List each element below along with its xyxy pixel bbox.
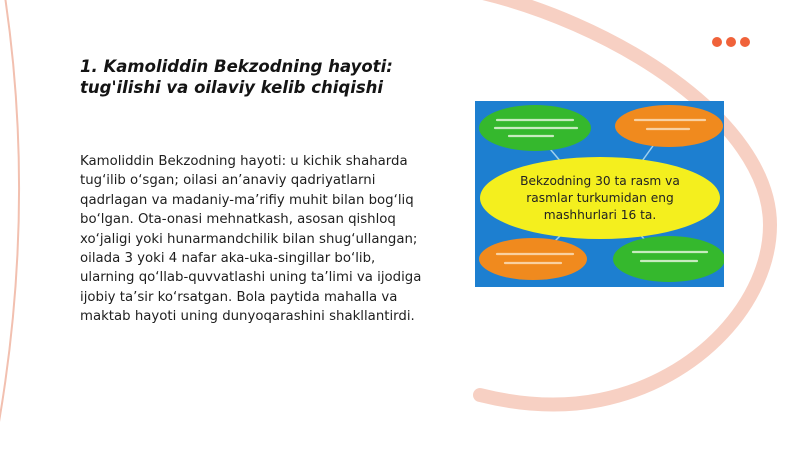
slide-body: Kamoliddin Bekzodning hayoti: u kichik shaharda tug‘ilib o‘sgan; oilasi an’anaviy qadriyatlarni qadrlagan va madaniy-ma’rifiy muhit bilan bog‘liq bo‘lgan. Ota-onasi mehnatkash, asosan qishloq xo‘jaligi yoki hunarmandchilik bilan shug‘ullangan; oilada 3 yoki 4 nafar aka-uka-singillar bo‘lib, ularning qo‘llab-quvvatlashi uning ta’limi va ijodiga ijobiy ta’sir ko‘rsatgan. Bola paytida mahalla va maktab hayoti uning dunyoqarashini shakllantirdi. xyxy=(80,154,422,325)
slide-title: 1. Kamoliddin Bekzodning hayoti: tug'ilishi va oilaviy kelib chiqishi xyxy=(80,57,393,97)
mind-map-center-text: Bekzodning 30 ta rasm va rasmlar turkumidan eng mashhurlari 16 ta. xyxy=(520,174,680,222)
bubble-bottom-left xyxy=(479,238,587,280)
menu-dots-icon xyxy=(712,37,750,47)
bubble-bottom-right xyxy=(613,236,724,282)
mind-map-image xyxy=(475,101,724,287)
bubble-top-right xyxy=(615,105,723,147)
dot-3 xyxy=(740,37,750,47)
dot-1 xyxy=(712,37,722,47)
dot-2 xyxy=(726,37,736,47)
left-arc xyxy=(0,0,19,450)
